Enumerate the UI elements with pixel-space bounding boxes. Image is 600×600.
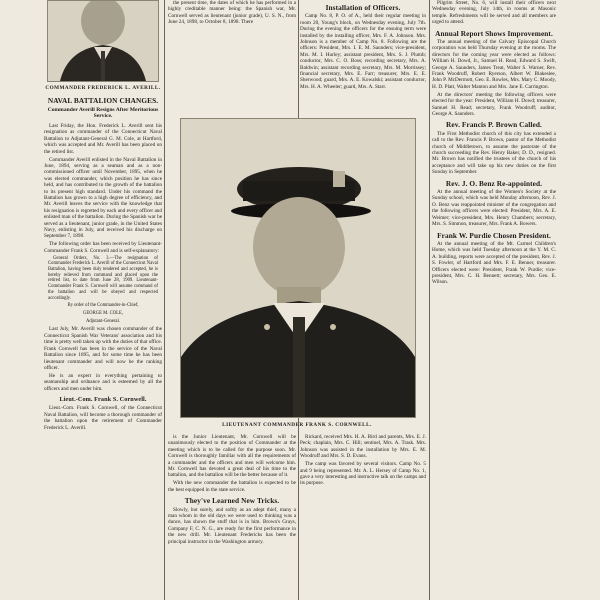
article-paragraph: the present time, the dates of which he has performed in a highly creditable manner being: the Spanish war, Mr. Cornwell served as lieutenant (junior grade), U. S. N., from June 24, 1898, to October 8, 1898. There (168, 0, 296, 26)
column-4 (432, 0, 556, 600)
cornwell-headline: Lieut.-Com. Frank S. Cornwell. (59, 396, 147, 404)
article-paragraph: The annual meeting of the Calvary Episcopal Church corporation was held Thursday evening at the rooms. The directors for the coming year were elected as follows: William H. Dowd, Jr., Samuel H. Read, Edward S. Swift, George A. Saunders, James Treat, Walter S. Warner, Rev. Frank Woodruff, Robert Ryerson, Albert W. Blakeslee, John P. McDermott, Geo. E. Rowles, Mrs. Mary C. Moody, H. D. Platt, Walter Manton and Mrs. Jane E. Carrington. (432, 39, 556, 90)
article-paragraph: At the directors' meeting the following officers were elected for the year: President, William H. Dowd; treasurer, Samuel H. Read; secretary, Frank Woodruff; auditor, George A. Saunders. (432, 91, 556, 117)
brown-called-headline: Rev. Francis P. Brown Called. (446, 120, 542, 130)
article-paragraph: The following order has been received by Lieutenant-Commander Frank S. Cornwell and is self-explanatory: (44, 241, 162, 254)
column-3-top (300, 0, 426, 114)
article-paragraph: He is an expert in everything pertaining to seamanship and ordnance and is esteemed by all the officers and men under him. (44, 372, 162, 392)
order-signer: GEORGE M. COLE, (82, 310, 124, 316)
cornwell-portrait (180, 118, 416, 418)
column-1 (44, 0, 162, 433)
article-paragraph: Camp No. 8, P. O. of A., held their regular meeting in room 20, Young's block, on Wednesday evening, July 7th. During the evening the officers for the ensuing term were installed by the installing officer, Mrs. F. A. Johnson. Mrs. Johnson is a member of Camp No. 8. Following are the officers: President, Mrs. I. E. M. Saunders; vice-president, Mrs. M. I. Hurley; assistant president, Mrs. S. J. Plumb; conductor, Mrs. C. O. Boss; recording secretary, Mrs. A. Baldwin; assistant recording secretary, Mrs. M. Morrissey; financial secretary, Mrs. E. Farr; treasurer, Mrs. E. E. Sherwood; guard, Mrs. A. E. Kowalski; assistant conductor, Mrs. H. A. Wheeler; guard, Mrs. A. Starr. (300, 13, 426, 90)
article-paragraph: The camp was favored by several visitors. Camp No. 5 and 9 being represented. Mr. A. L. Hersey of Camp No. 1, gave a very interesting and instructive talk on the camps and its purpose. (300, 461, 426, 487)
naval-battalion-subhead: Commander Averill Resigns After Meritorious Service. (47, 106, 159, 120)
article-paragraph: Slowly, but surely, and softly as an adept thief, many a man whom in the old days we were used to thinking was a dunce, has shown the stuff that is in him. Brown's Grays, Company F, C. N. G., are ready for the first performance in the new drill. Mr. Lieutenant Fredericks has been the principal instructor in the Washington armory. (168, 506, 296, 545)
naval-battalion-headline: NAVAL BATTALION CHANGES. (47, 96, 159, 106)
column-rule (429, 0, 430, 600)
article-paragraph: At the annual meeting of the Women's Society at the Sunday school, which was held Monday afternoon, Rev. J. O. Benz was reappointed minister of the congregation and the following officers were elected: President, Mrs. A. E. Weimer; vice-president, Mrs. Henry Chambers; secretary, Mrs. S. Simmon, treasurer, Mrs. Frank A. Bowers. (432, 189, 556, 228)
tricks-headline: They've Learned New Tricks. (184, 496, 280, 506)
general-order: General Orders, No. 3.—The resignation of Commander Frederick L. Averill of the Connecticut Naval Battalion, having been duly tendered and accepted, he is hereby relieved from command and placed upon the retired list, to date from June 28, 1909. Lieutenant-Commander Frank S. Cornwell will assume command of the battalion and will be obeyed and respected accordingly. (48, 255, 158, 301)
column-rule (164, 0, 165, 600)
column-2-top (168, 0, 296, 114)
order-signed: By order of the Commander-in-Chief, (67, 302, 139, 308)
article-paragraph: Last Friday, the Hon. Frederick L. Averill sent his resignation as commander of the Connecticut Naval Battalion to Adjutant-General G. M. Cole, at Hartford, which was accepted and Mr. Averill has been placed on the retired list. (44, 123, 162, 155)
cornwell-caption: LIEUTENANT COMMANDER FRANK S. CORNWELL. (222, 422, 372, 428)
installation-headline: Installation of Officers. (325, 3, 401, 12)
article-paragraph: is the Junior Lieutenant, Mr. Cornwell will be unanimously elected to the position of Commander at the meeting which is to be called for the purpose soon. Mr. Cornwell is thoroughly familiar with all the requirements of a commander and the officers and men will welcome him. Mr. Cornwell has devoted a great deal of his time to the battalion, and the battalion will be the better because of it. (168, 434, 296, 479)
averill-portrait (47, 0, 159, 82)
annual-report-headline: Annual Report Shows Improvement. (435, 28, 553, 38)
benz-headline: Rev. J. O. Benz Re-appointed. (445, 178, 543, 188)
averill-caption: COMMANDER FREDERICK L. AVERILL. (45, 85, 161, 91)
article-paragraph: Pilgrim Street, No. 6, will install their officers next Wednesday evening, July 14th, in rooms at Masonic temple. Refreshments will be served and all members are urged to attend. (432, 0, 556, 26)
column-2-bottom (168, 434, 296, 600)
article-paragraph: The First Methodist church of this city has extended a call to the Rev. Francis P. Brown, pastor of the Methodist church of Middletown, to assume the pastorate of the church succeeding the Rev. Henry Baker, D. D., resigned. Mr. Brown has notified the trustees of the church of his acceptance and will take up his new duties on the first Sunday in September. (432, 130, 556, 176)
article-paragraph: At the annual meeting of the Mt. Carmel Children's Home, which was held Tuesday afternoon at the Y. M. C. A. building, reports were accepted of the president, Rev. J. S. Fowler, of Hartford and Mrs. F. E. Benner, treasurer. Officers elected were: President, Frank W. Purdie; vice-president, Mrs. C. H. Bennett; secretary, Mrs. Geo. E. Wilson. (432, 240, 556, 286)
order-signer-title: Adjutant-General. (86, 318, 120, 324)
article-paragraph: Lieut.-Com. Frank S. Cornwell, of the Connecticut Naval Battalion, will become a thorough commander of the battalion upon the retirement of Commander Frederick L. Averill. (44, 405, 162, 431)
purdie-headline: Frank W. Purdie Chosen President. (437, 230, 551, 240)
article-paragraph: Last July, Mr. Averill was chosen commander of the Connecticut Spanish War Veterans' association and his time is pretty well taken up with the duties of that office. Frank Cornwell has been in the service of the Naval Battalion since 1895, and for some time he has been lieutenant commander and will now be the ranking officer. (44, 326, 162, 371)
article-paragraph: Commander Averill enlisted in the Naval Battalion in June, 1894, serving as a seaman and as a non-commissioned officer until November, 1895, when he was elected commander, which position he has since held, and has contributed to the growth of the battalion to its present high standard. Under his command the Battalion has grown to a high degree of efficiency, and Mr. Averill leaves the service with the knowledge that his resignation is regretted by each and every officer and enlisted man of the battalion. During the Spanish war he served as a lieutenant, junior grade, in the United States Navy, enlisting in July, and received his discharge on September 7, 1898. (44, 156, 162, 240)
column-3-bottom (300, 434, 426, 600)
article-paragraph: With the new commander the battalion is expected to be the best equipped in the state service. (168, 480, 296, 493)
article-paragraph: Rickard, received Mrs. H. A. Bird and parents, Mrs. E. J. Peck; chaplain, Mrs. C. Hill; sentinel, Mrs. A. Trask. Mrs. Johnson was assisted in the installation by Mrs. E. M. Woodruff and Mrs. S. D. Evans. (300, 434, 426, 460)
